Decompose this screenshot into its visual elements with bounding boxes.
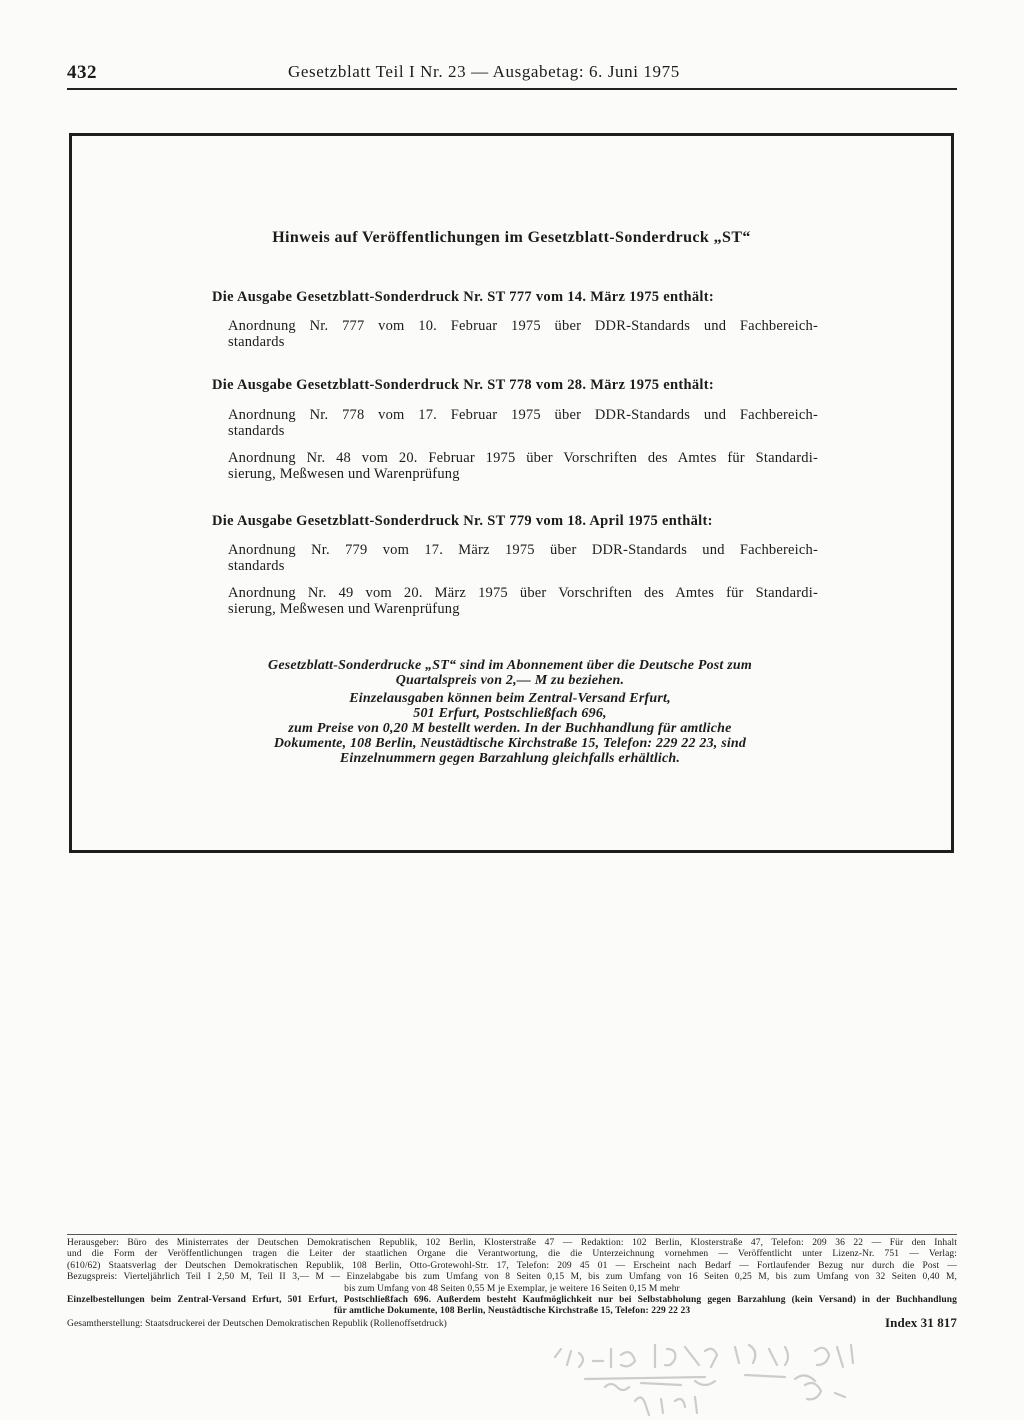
imprint-line: (610/62) Staatsverlag der Deutschen Demokratischen Republik, 108 Berlin, Otto-Grotewohl-Str. 17, Telefon: 209 45 01 — Erscheint nach Bedarf — Fortlaufender Bezug nur durch die Post — [67,1260,957,1271]
edition-heading: Die Ausgabe Gesetzblatt-Sonderdruck Nr. ST 778 vom 28. März 1975 enthält: [212,377,714,393]
entry-line: sierung, Meßwesen und Warenprüfung [228,601,460,617]
index-number: Index 31 817 [885,1314,957,1330]
imprint [67,1238,957,1332]
imprint-line: für amtliche Dokumente, 108 Berlin, Neustädtische Kirchstraße 15, Telefon: 229 22 23 [333,1306,691,1317]
ordering-line: zum Preise von 0,20 M bestellt werden. In der Buchhandlung für amtliche [288,721,732,736]
entry-line: Anordnung Nr. 779 vom 17. März 1975 über DDR-Standards und Fachbereich- [228,542,818,558]
subscription-paragraph [190,658,830,688]
entry-line: Anordnung Nr. 49 vom 20. März 1975 über Vorschriften des Amtes für Standardi- [228,585,818,601]
page-number: 432 [67,62,97,83]
entry-line: sierung, Meßwesen und Warenprüfung [228,466,460,482]
edition-entry [228,407,818,439]
entry-line: Anordnung Nr. 48 vom 20. Februar 1975 über Vorschriften des Amtes für Standardi- [228,450,818,466]
entry-line: Anordnung Nr. 778 vom 17. Februar 1975 über DDR-Standards und Fachbereich- [228,407,818,423]
imprint-line: Einzelbestellungen beim Zentral-Versand Erfurt, 501 Erfurt, Postschließfach 696. Außerdem besteht Kaufmöglichkeit nur bei Selbstabholung gegen Barzahlung (kein Versand) in der Buchhandlung [67,1295,957,1306]
subscription-line: Quartalspreis von 2,— M zu beziehen. [395,673,625,688]
ordering-line: Einzelausgaben können beim Zentral-Versand Erfurt, [349,691,671,706]
edition-entry [228,542,818,574]
ordering-line: Einzelnummern gegen Barzahlung gleichfalls erhältlich. [339,751,681,766]
imprint-line: Herausgeber: Büro des Ministerrates der Deutschen Demokratischen Republik, 102 Berlin, Klosterstraße 47 — Redaktion: 102 Berlin, Klosterstraße 47, Telefon: 209 36 22 — Für den Inhalt [67,1238,957,1248]
imprint-line: und die Form der Veröffentlichungen tragen die Leiter der staatlichen Organe die Verantwortung, die die Unterzeichnung vornehmen — Veröffentlicht unter Lizenz-Nr. 751 — Verlag: [67,1249,957,1260]
subscription-line: Gesetzblatt-Sonderdrucke „ST“ sind im Abonnement über die Deutsche Post zum [268,658,752,673]
ordering-paragraph [190,691,830,766]
entry-line: standards [228,334,285,350]
notice-title: Hinweis auf Veröffentlichungen im Gesetzblatt-Sonderdruck „ST“ [272,229,751,246]
faded-stamp-marks [545,1335,890,1420]
edition-entry [228,585,818,617]
running-head: Gesetzblatt Teil I Nr. 23 — Ausgabetag: 6. Juni 1975 [288,62,680,81]
entry-line: standards [228,558,285,574]
edition-heading: Die Ausgabe Gesetzblatt-Sonderdruck Nr. ST 779 vom 18. April 1975 enthält: [212,513,713,529]
ordering-line: Dokumente, 108 Berlin, Neustädtische Kirchstraße 15, Telefon: 229 22 23, sind [273,736,747,751]
entry-line: Anordnung Nr. 777 vom 10. Februar 1975 über DDR-Standards und Fachbereich- [228,318,818,334]
header-rule [67,88,957,90]
edition-entry [228,450,818,482]
imprint-line: Bezugspreis: Vierteljährlich Teil I 2,50 M, Teil II 3,— M — Einzelabgabe bis zum Umfang von 8 Seiten 0,15 M, bis zum Umfang von 16 Seiten 0,25 M, bis zum Umfang von 32 Seiten 0,40 M, [67,1272,957,1283]
edition-entry [228,318,818,350]
subscription-note [190,658,830,769]
edition-heading: Die Ausgabe Gesetzblatt-Sonderdruck Nr. ST 777 vom 14. März 1975 enthält: [212,289,714,305]
notice-box [69,133,954,853]
entry-line: standards [228,423,285,439]
page-header [67,60,957,90]
imprint-line: Gesamtherstellung: Staatsdruckerei der Deutschen Demokratischen Republik (Rollenoffsetdruck) [67,1318,447,1329]
imprint-line: bis zum Umfang von 48 Seiten 0,55 M je Exemplar, je weitere 16 Seiten 0,15 M mehr [344,1283,680,1294]
imprint-last-row [67,1314,957,1332]
imprint-rule [67,1234,957,1235]
ordering-line: 501 Erfurt, Postschließfach 696, [413,706,607,721]
